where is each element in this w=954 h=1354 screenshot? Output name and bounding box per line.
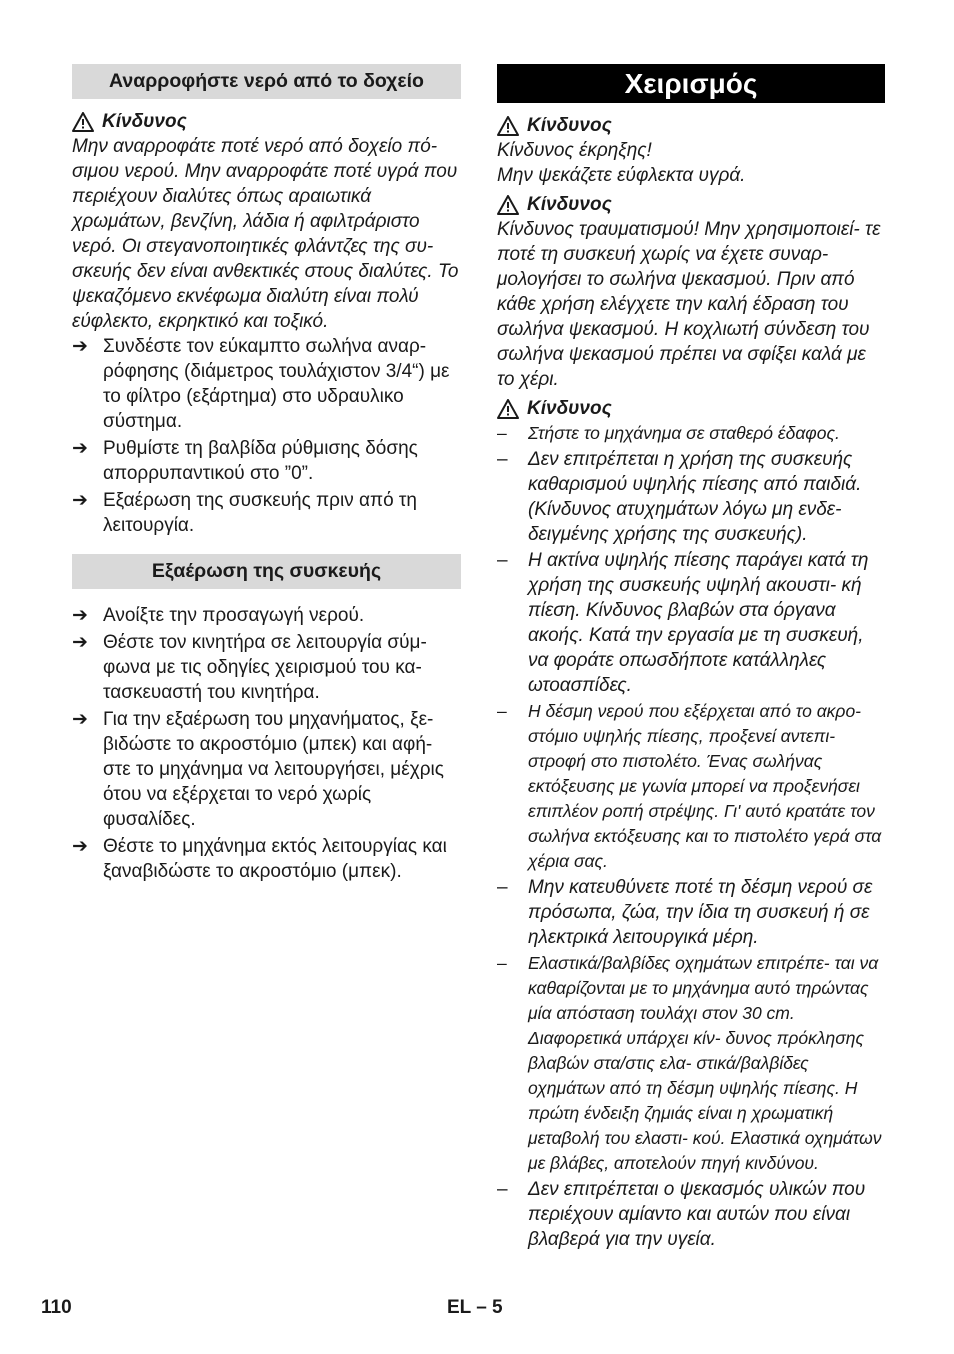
dash-marker: – [497,1179,508,1200]
arrow-right-icon: ➔ [72,490,88,511]
list-item: ➔ Για την εξαέρωση του μηχανήματος, ξε- βιδώστε το ακροστόμιο (μπεκ) και αφή- στε το μηχάνημα να λειτουργήσει, μέχρις ότου να εξέρχεται το νερό χωρίς φυσαλίδες. [72,709,444,830]
danger-text: Μην ψεκάζετε εύφλεκτα υγρά. [497,165,746,186]
language-page-label: EL – 5 [447,1297,503,1318]
arrow-right-icon: ➔ [72,709,88,730]
danger-heading [497,396,885,421]
list-item: – Δεν επιτρέπεται η χρήση της συσκευής καθαρισμού υψηλής πίεσης από παιδιά. (Κίνδυνος ατυχημάτων λόγω μη ενδε- δειγμένης χρήσης της συσκευής). [497,449,862,545]
list-item: ➔ Ανοίξτε την προσαγωγή νερού. [72,605,365,626]
arrow-right-icon: ➔ [72,605,88,626]
left-column [72,64,461,886]
danger-heading [497,113,885,138]
warning-triangle-icon [72,112,94,132]
danger-label: Κίνδυνος [102,111,187,132]
arrow-right-icon: ➔ [72,836,88,857]
list-item: – Μην κατευθύνετε ποτέ τη δέσμη νερού σε πρόσωπα, ζώα, την ίδια τη συσκευή ή σε ηλεκτρικά λειτουργικά μέρη. [497,877,873,948]
warning-triangle-icon [497,195,519,215]
list-item: – Ελαστικά/βαλβίδες οχημάτων επιτρέπε- ται να καθαρίζονται με το μηχάνημα αυτό τηρώντας μία απόσταση τουλάχι στον 30 cm. Διαφορετικά υπάρχει κίν- δυνος πρόκλησης βλαβών στα/στις ελα- στικά/βαλβίδες οχημάτων από τη δέσμη υψηλής πίεσης. Η πρώτη ένδειξη ζημιάς είναι η χρωματική μεταβολή του ελαστι- κού. Ελαστικά οχημάτων με βλάβες, αποτελούν πηγή κινδύνου. [497,951,885,1176]
page-footer [0,1297,954,1323]
dash-marker: – [497,550,508,571]
dash-marker: – [497,449,508,470]
warning-triangle-icon [497,116,519,136]
list-item: – Δεν επιτρέπεται ο ψεκασμός υλικών που περιέχουν αμίαντο και αυτών που είναι βλαβερά για την υγεία. [497,1179,866,1250]
page-number: 110 [41,1297,72,1318]
danger-label: Κίνδυνος [527,398,612,419]
danger-text: Κίνδυνος έκρηξης! [497,140,652,161]
section-title-venting: Εξαέρωση της συσκευής [72,554,461,589]
section-title-suction: Αναρροφήστε νερό από το δοχείο [72,64,461,99]
list-item: ➔ Ρυθμίστε τη βαλβίδα ρύθμισης δόσης απορρυπαντικού στο ”0”. [72,438,418,484]
dash-marker: – [497,877,508,898]
right-column [497,64,885,1253]
danger-label: Κίνδυνος [527,194,612,215]
list-item: – Η ακτίνα υψηλής πίεσης παράγει κατά τη χρήση της συσκευής υψηλή ακουστι- κή πίεση. Κίνδυνος βλαβών στα όργανα ακοής. Κατά την εργασία με τη συσκευή, να φοράτε οπωσδήποτε κατάλληλες ωτοασπίδες. [497,550,869,696]
venting-steps [72,603,461,884]
dash-marker: – [497,953,507,973]
dash-marker: – [497,701,507,721]
danger-heading [497,192,885,217]
dash-marker: – [497,423,507,443]
list-item: ➔ Θέστε το μηχάνημα εκτός λειτουργίας και ξαναβιδώστε το ακροστόμιο (μπεκ). [72,836,447,882]
danger-heading [72,109,461,134]
list-item: – Η δέσμη νερού που εξέρχεται από το ακρο- στόμιο υψηλής πίεσης, προξενεί αντεπι- στροφή στο πιστολέτο. Ένας σωλήνας εκτόξευσης με γωνία μπορεί να προξενήσει επιπλέον ροπή στρέψης. Γι' αυτό κρατάτε τον σωλήνα εκτόξευσης και το πιστολέτο γερά στα χέρια σας. [497,699,885,874]
danger-label: Κίνδυνος [527,115,612,136]
suction-steps [72,334,461,538]
danger-text: Κίνδυνος τραυματισμού! Μην χρησιμοποιεί- τε ποτέ τη συσκευή χωρίς να έχετε συναρ- μολογήσει το σωλήνα ψεκασμού. Πριν από κάθε χρήση ελέγχετε την καλή έδραση του σωλήνα ψεκασμού. Η κοχλιωτή σύνδεση του σωλήνα ψεκασμού πρέπει να σφίξει καλά με το χέρι. [497,219,881,390]
arrow-right-icon: ➔ [72,438,88,459]
list-item: ➔ Εξαέρωση της συσκευής πριν από τη λειτουργία. [72,490,417,536]
list-item: ➔ Συνδέστε τον εύκαμπτο σωλήνα αναρ- ρόφησης (διάμετρος τουλάχιστον 3/4“) με το φίλτρο (εξάρτημα) στο υδραυλικο σύστημα. [72,336,450,432]
danger-list [497,421,885,1252]
list-item: – Στήστε το μηχάνημα σε σταθερό έδαφος. [497,421,885,446]
arrow-right-icon: ➔ [72,632,88,653]
list-item: ➔ Θέστε τον κινητήρα σε λειτουργία σύμ- φωνα με τις οδηγίες χειρισμού του κα- τασκευαστή του κινητήρα. [72,632,427,703]
page-title: Χειρισμός [497,64,885,103]
arrow-right-icon: ➔ [72,336,88,357]
danger-text: Μην αναρροφάτε ποτέ νερό από δοχείο πό- σιμου νερού. Μην αναρροφάτε ποτέ υγρά που περιέχουν διαλύτες όπως αραιωτικά χρωμάτων, βενζίνη, λάδια ή αφιλτράριστο νερό. Οι στεγανοποιητικές φλάντζες της συ- σκευής δεν είναι ανθεκτικές στους διαλύτες. Το ψεκαζόμενο εκνέφωμα διαλύτη είναι πολύ εύφλεκτο, εκρηκτικό και τοξικό. [72,136,459,332]
warning-triangle-icon [497,399,519,419]
